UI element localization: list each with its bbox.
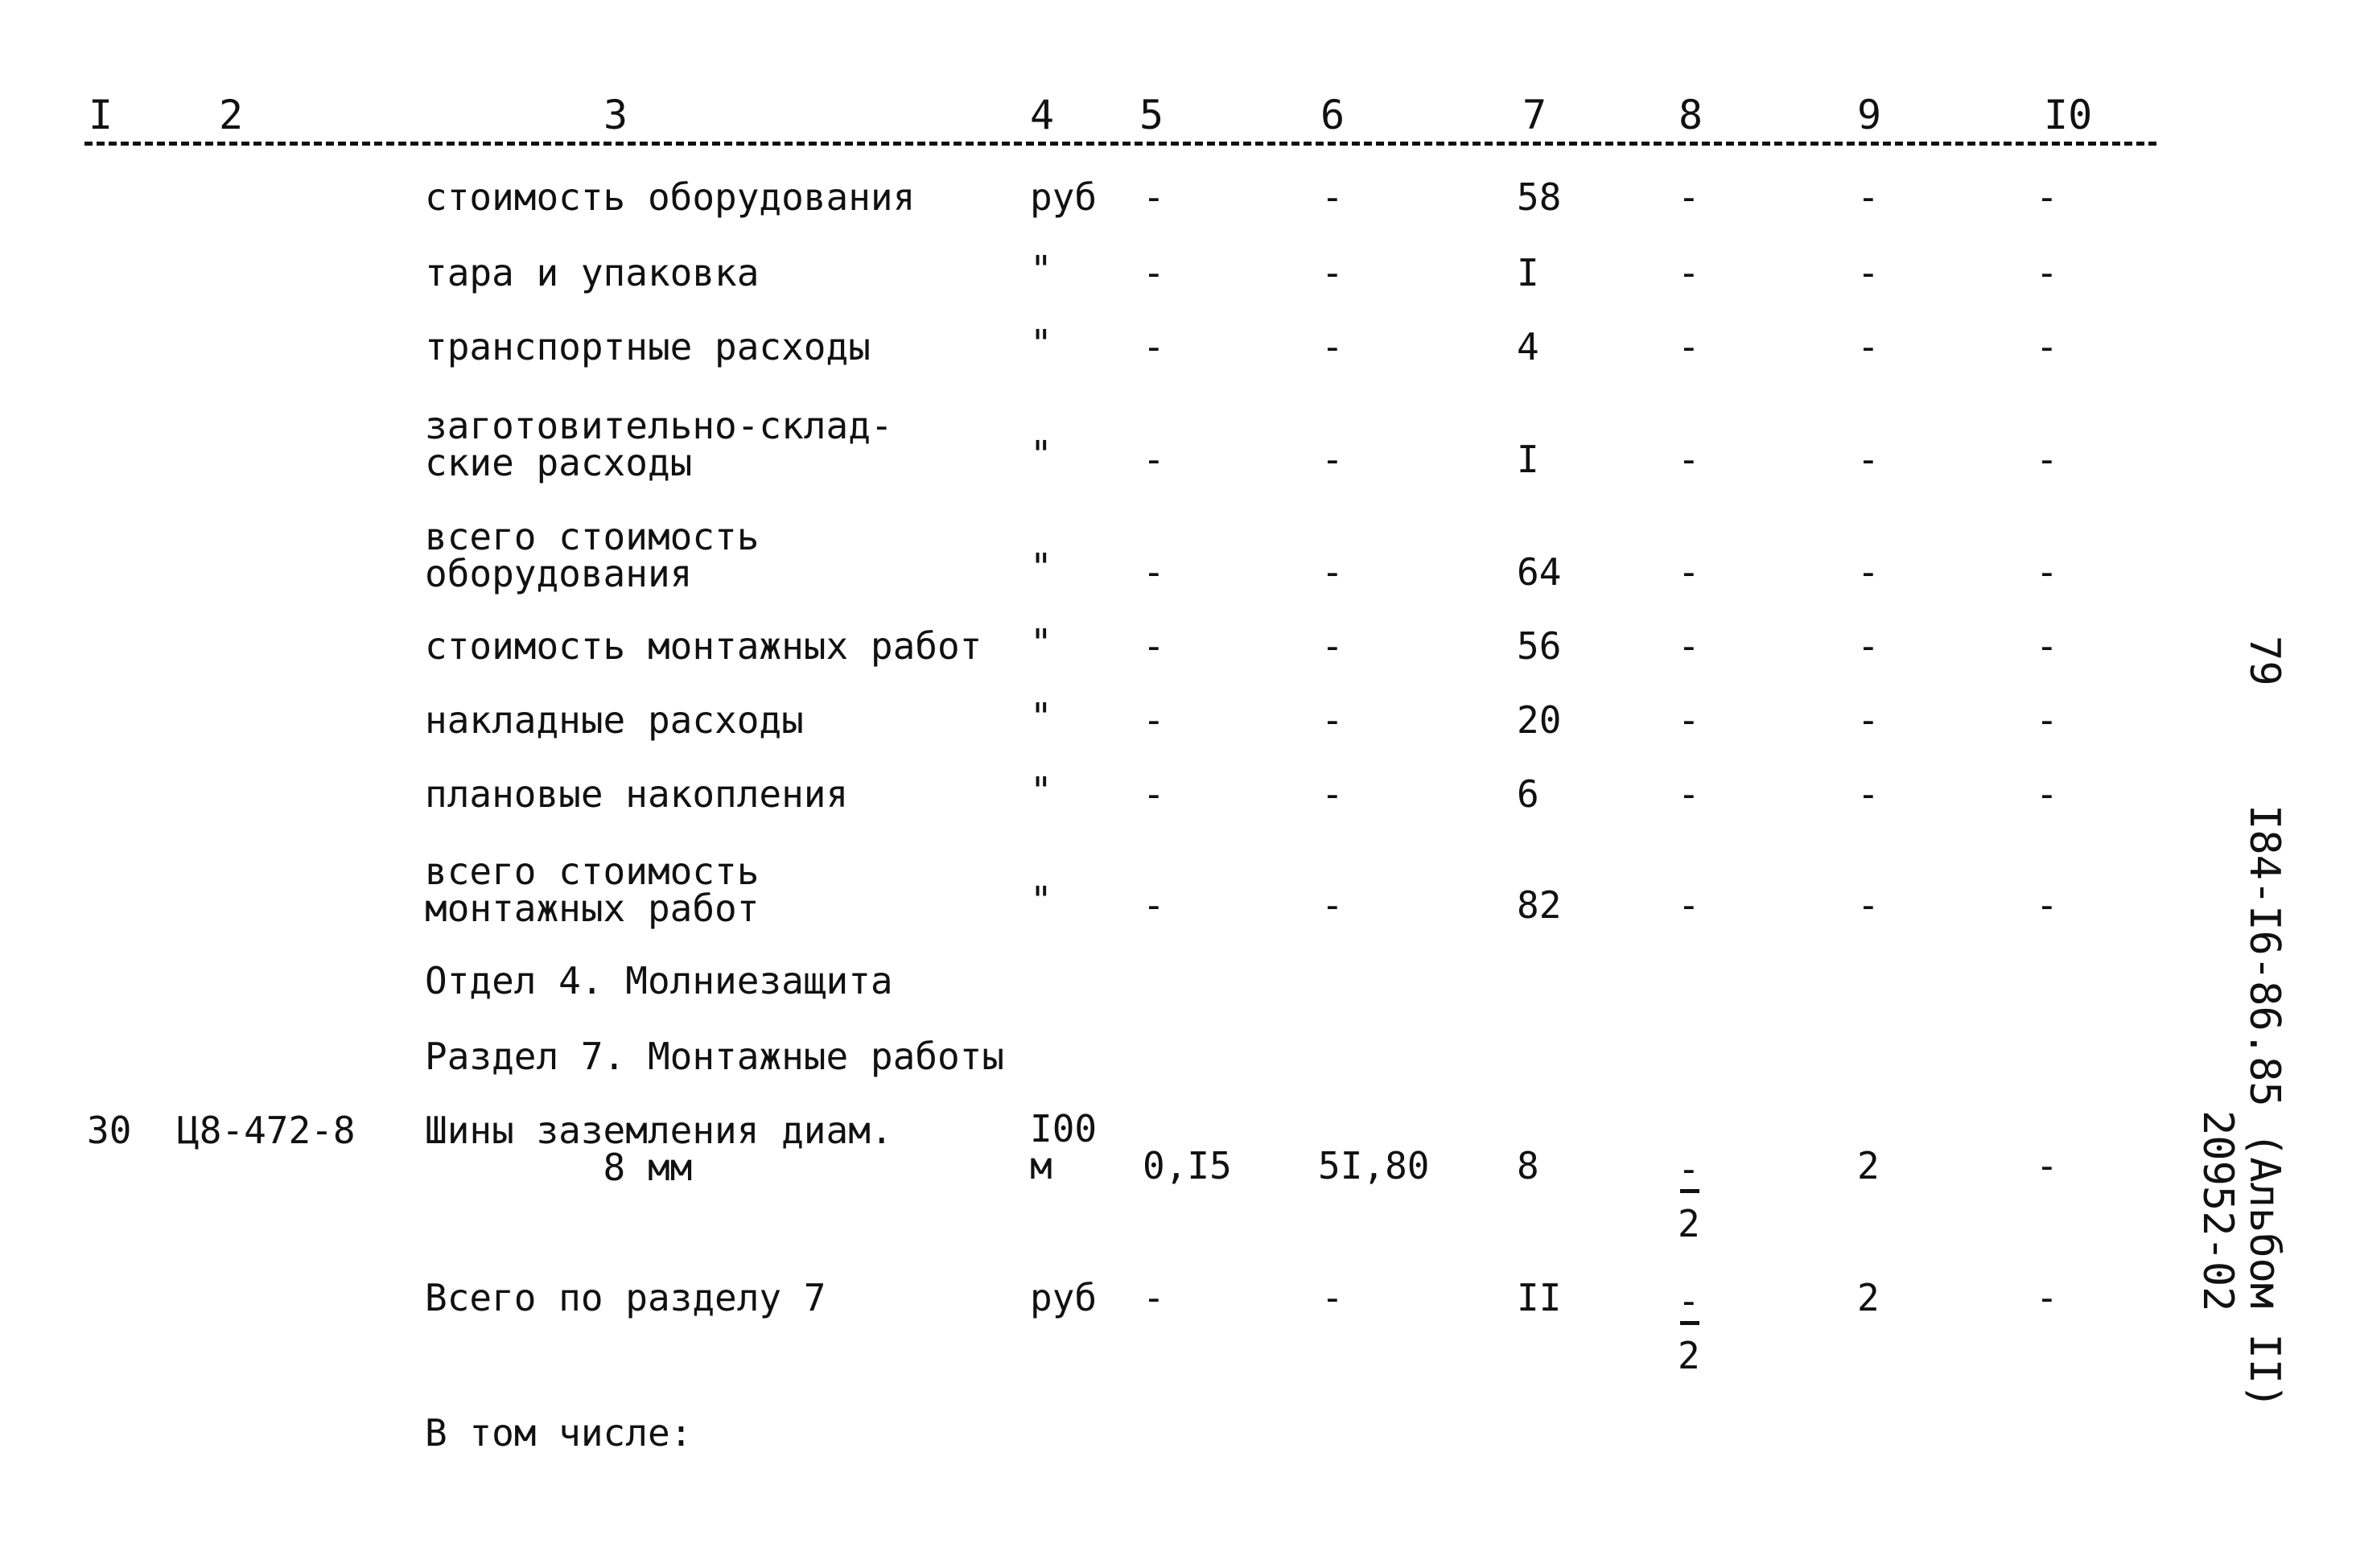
row-col7: I	[1517, 251, 1539, 294]
item-col10: -	[2036, 1144, 2058, 1187]
header-underline	[84, 142, 2156, 146]
row-col9: -	[1857, 698, 1880, 742]
row-col10: -	[2036, 325, 2058, 368]
row-col9: -	[1857, 325, 1880, 368]
total-col9: 2	[1857, 1276, 1880, 1319]
row-col6: -	[1321, 698, 1344, 742]
row-unit: руб	[1030, 175, 1098, 219]
col-header-4: 4	[1030, 92, 1055, 138]
row-col8: -	[1678, 883, 1700, 927]
section-title: Раздел 7. Монтажные работы	[425, 1035, 1005, 1078]
row-unit: "	[1030, 322, 1052, 365]
including-label: В том числе:	[425, 1411, 693, 1455]
item-number: 30	[87, 1109, 132, 1152]
total-unit: руб	[1030, 1276, 1098, 1319]
row-col10: -	[2036, 251, 2058, 294]
row-col10: -	[2036, 438, 2058, 481]
total-col8-top: -	[1678, 1279, 1700, 1323]
department-title: Отдел 4. Молниезащита	[425, 959, 893, 1002]
total-col6: -	[1321, 1276, 1344, 1319]
item-col9: 2	[1857, 1144, 1880, 1187]
row-col5: -	[1143, 698, 1165, 742]
fraction-line	[1680, 1321, 1699, 1325]
total-col5: -	[1143, 1276, 1165, 1319]
row-unit: "	[1030, 545, 1052, 589]
row-col6: -	[1321, 772, 1344, 816]
item-name: Шины заземления диам. 8 мм	[425, 1109, 893, 1189]
document-code: I84-I6-86.85 (Альбом II)	[2240, 805, 2288, 1410]
col-header-10: I0	[2044, 92, 2093, 138]
row-col7: 6	[1517, 772, 1539, 816]
row-col9: -	[1857, 624, 1880, 668]
row-col6: -	[1321, 624, 1344, 668]
col-header-2: 2	[219, 92, 244, 138]
row-col8: -	[1678, 175, 1700, 219]
row-col7: I	[1517, 438, 1539, 481]
row-col8: -	[1678, 772, 1700, 816]
row-col5: -	[1143, 325, 1165, 368]
row-col5: -	[1143, 883, 1165, 927]
col-header-1: I	[89, 92, 113, 138]
row-col6: -	[1321, 883, 1344, 927]
row-col5: -	[1143, 772, 1165, 816]
row-col5: -	[1143, 175, 1165, 219]
row-unit: "	[1030, 769, 1052, 813]
row-col7: 58	[1517, 175, 1562, 219]
row-name: заготовительно-склад- ские расходы	[425, 404, 893, 484]
row-col10: -	[2036, 175, 2058, 219]
row-col8: -	[1678, 550, 1700, 594]
row-col9: -	[1857, 175, 1880, 219]
row-col9: -	[1857, 883, 1880, 927]
row-col7: 64	[1517, 550, 1562, 594]
item-col7: 8	[1517, 1144, 1539, 1187]
col-header-7: 7	[1522, 92, 1547, 138]
row-col5: -	[1143, 624, 1165, 668]
row-col10: -	[2036, 698, 2058, 742]
row-col8: -	[1678, 698, 1700, 742]
row-name: накладные расходы	[425, 698, 804, 742]
row-col6: -	[1321, 175, 1344, 219]
row-col6: -	[1321, 251, 1344, 294]
item-code: Ц8-472-8	[177, 1109, 356, 1152]
row-col9: -	[1857, 438, 1880, 481]
row-unit: "	[1030, 248, 1052, 291]
row-unit: "	[1030, 621, 1052, 665]
item-col8-bottom: 2	[1678, 1202, 1700, 1245]
row-col10: -	[2036, 772, 2058, 816]
item-unit: I00 м	[1030, 1107, 1098, 1187]
row-name: всего стоимость монтажных работ	[425, 850, 760, 930]
item-col5: 0,I5	[1143, 1144, 1232, 1187]
row-col5: -	[1143, 438, 1165, 481]
row-col7: 4	[1517, 325, 1539, 368]
item-col6: 5I,80	[1318, 1144, 1430, 1187]
row-col6: -	[1321, 550, 1344, 594]
row-col9: -	[1857, 550, 1880, 594]
row-unit: "	[1030, 879, 1052, 922]
col-header-3: 3	[603, 92, 628, 138]
row-col7: 82	[1517, 883, 1562, 927]
total-col10: -	[2036, 1276, 2058, 1319]
row-col7: 56	[1517, 624, 1562, 668]
fraction-line	[1680, 1189, 1699, 1193]
row-col7: 20	[1517, 698, 1562, 742]
row-col5: -	[1143, 550, 1165, 594]
item-col8-top: -	[1678, 1147, 1700, 1191]
total-name: Всего по разделу 7	[425, 1276, 826, 1319]
row-col6: -	[1321, 325, 1344, 368]
total-col8-bottom: 2	[1678, 1334, 1700, 1377]
col-header-5: 5	[1139, 92, 1164, 138]
total-col7: II	[1517, 1276, 1562, 1319]
row-col10: -	[2036, 624, 2058, 668]
row-col9: -	[1857, 251, 1880, 294]
col-header-9: 9	[1857, 92, 1882, 138]
col-header-8: 8	[1678, 92, 1703, 138]
row-col8: -	[1678, 251, 1700, 294]
col-header-6: 6	[1320, 92, 1345, 138]
row-name: всего стоимость оборудования	[425, 515, 760, 595]
row-name: стоимость монтажных работ	[425, 624, 982, 668]
row-name: плановые накопления	[425, 772, 849, 816]
row-col8: -	[1678, 325, 1700, 368]
row-name: транспортные расходы	[425, 325, 871, 368]
row-name: стоимость оборудования	[425, 175, 916, 219]
row-col10: -	[2036, 550, 2058, 594]
row-col8: -	[1678, 438, 1700, 481]
row-unit: "	[1030, 433, 1052, 476]
row-unit: "	[1030, 695, 1052, 739]
row-col9: -	[1857, 772, 1880, 816]
row-col8: -	[1678, 624, 1700, 668]
row-col5: -	[1143, 251, 1165, 294]
row-name: тара и упаковка	[425, 251, 760, 294]
row-col10: -	[2036, 883, 2058, 927]
page-number: 79	[2240, 636, 2288, 686]
inventory-number: 20952-02	[2193, 1110, 2242, 1312]
row-col6: -	[1321, 438, 1344, 481]
